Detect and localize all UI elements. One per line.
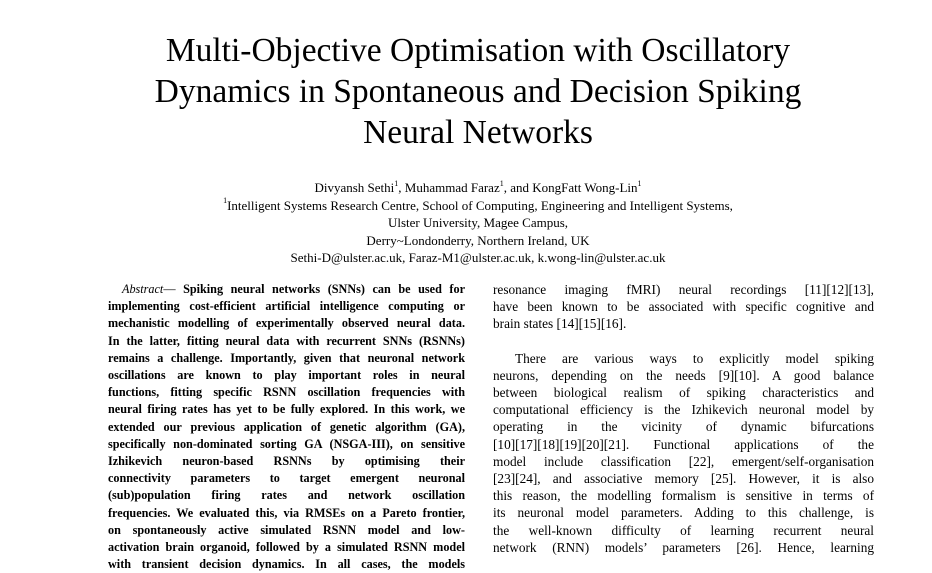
abstract-line: mechanistic modelling of experimentally observed neural data.: [108, 316, 465, 331]
abstract-dash: —: [163, 282, 176, 296]
abstract-line: remains a challenge. Importantly, given that neuronal network: [108, 350, 465, 365]
body-line: network (RNN) models’ parameters [26]. Hence, learning: [493, 539, 874, 555]
abstract-line: Izhikevich neuron-based RSNNs by optimising their: [108, 454, 465, 469]
body-line: have been known to be associated with specific cognitive and: [493, 299, 874, 315]
body-line: computational efficiency is the Izhikevich neuronal model by: [493, 402, 874, 418]
body-line: brain states [14][15][16].: [493, 316, 627, 332]
abstract-line: (sub)population firing rates and network oscillation: [108, 488, 465, 503]
abstract-line: neural firing rates has yet to be fully explored. In this work, we: [108, 402, 465, 417]
abstract-line: with transient decision dynamics. In all cases, the models: [108, 557, 465, 572]
body-line: operating in the vicinity of dynamic bifurcations: [493, 419, 874, 435]
title-line: Neural Networks: [363, 114, 593, 151]
body-line: [23][24], and associative memory [25]. However, it is also: [493, 471, 874, 487]
abstract-line: oscillations are known to play important roles in neural: [108, 368, 465, 383]
paragraph-gap: [493, 333, 874, 350]
abstract-line: Abstract— Spiking neural networks (SNNs) can be used for: [122, 282, 465, 296]
abstract-line: frequencies. We evaluated this, via RMSEs on a Pareto frontier,: [108, 505, 465, 520]
body-line: neurons, depending on the needs [9][10]. A good balance: [493, 367, 874, 383]
body-line: model include classification [22], emergent/self-organisation: [493, 453, 874, 469]
affiliation-marker: 1: [394, 178, 399, 188]
author-block: [166, 179, 790, 267]
abstract-line: extended our previous application of genetic algorithm (GA),: [108, 419, 465, 434]
author-name: KongFatt Wong-Lin: [532, 180, 638, 195]
abstract-line: connectivity parameters to target emergent neuronal: [108, 471, 465, 486]
abstract-line: In the latter, fitting neural data with recurrent SNNs (RSNNs): [108, 333, 465, 348]
author-emails: Sethi-D@ulster.ac.uk, Faraz-M1@ulster.ac.uk, k.wong-lin@ulster.ac.uk: [290, 250, 666, 265]
body-line: the well-known difficulty of learning recurrent neural: [493, 522, 874, 538]
abstract-line: implementing cost-efficient artificial intelligence computing or: [108, 299, 465, 314]
affiliation: Derry~Londonderry, Northern Ireland, UK: [366, 232, 590, 248]
body-line: its neuronal model parameters. Adding to this challenge, is: [493, 505, 874, 521]
affiliation-marker: 1: [223, 196, 228, 206]
author-name: Divyansh Sethi: [314, 180, 395, 195]
body-line: this reason, the modelling formalism is sensitive in terms of: [493, 488, 874, 504]
body-column: [493, 281, 874, 556]
body-line: [10][17][18][19][20][21]. Functional applications of the: [493, 436, 874, 452]
author-names: Divyansh Sethi$^1$, Muhammad Faraz$^1$, and KongFatt Wong-Lin$^1$: [314, 178, 642, 195]
abstract-line: activation brain organoid, followed by a simulated RSNN model: [108, 540, 465, 555]
abstract: [108, 281, 465, 573]
affiliation-marker: 1: [499, 178, 504, 188]
abstract-line: specifically non-dominated sorting GA (NSGA-III), on sensitive: [108, 436, 465, 451]
abstract-label: Abstract: [122, 282, 164, 296]
author-name: Muhammad Faraz: [404, 180, 500, 195]
affiliation: Ulster University, Magee Campus,: [387, 215, 569, 230]
title-line: Multi-Objective Optimisation with Oscillatory: [165, 32, 791, 69]
affiliation-marker: 1: [637, 178, 642, 188]
body-line: There are various ways to explicitly model spiking: [515, 350, 874, 366]
body-line: between biological realism of spiking characteristics and: [493, 385, 874, 401]
title-line: Dynamics in Spontaneous and Decision Spiking: [154, 73, 802, 110]
abstract-line: functions, fitting specific RSNN oscillation frequencies with: [108, 385, 465, 400]
abstract-line: on spontaneously active simulated RSNN model and low-: [108, 522, 465, 537]
body-line: resonance imaging fMRI) neural recordings [11][12][13],: [493, 282, 874, 297]
affiliation: $^1$Intelligent Systems Research Centre, School of Computing, Engineering and Intelligent Systems,: [223, 196, 733, 213]
paper-title: [90, 30, 866, 153]
